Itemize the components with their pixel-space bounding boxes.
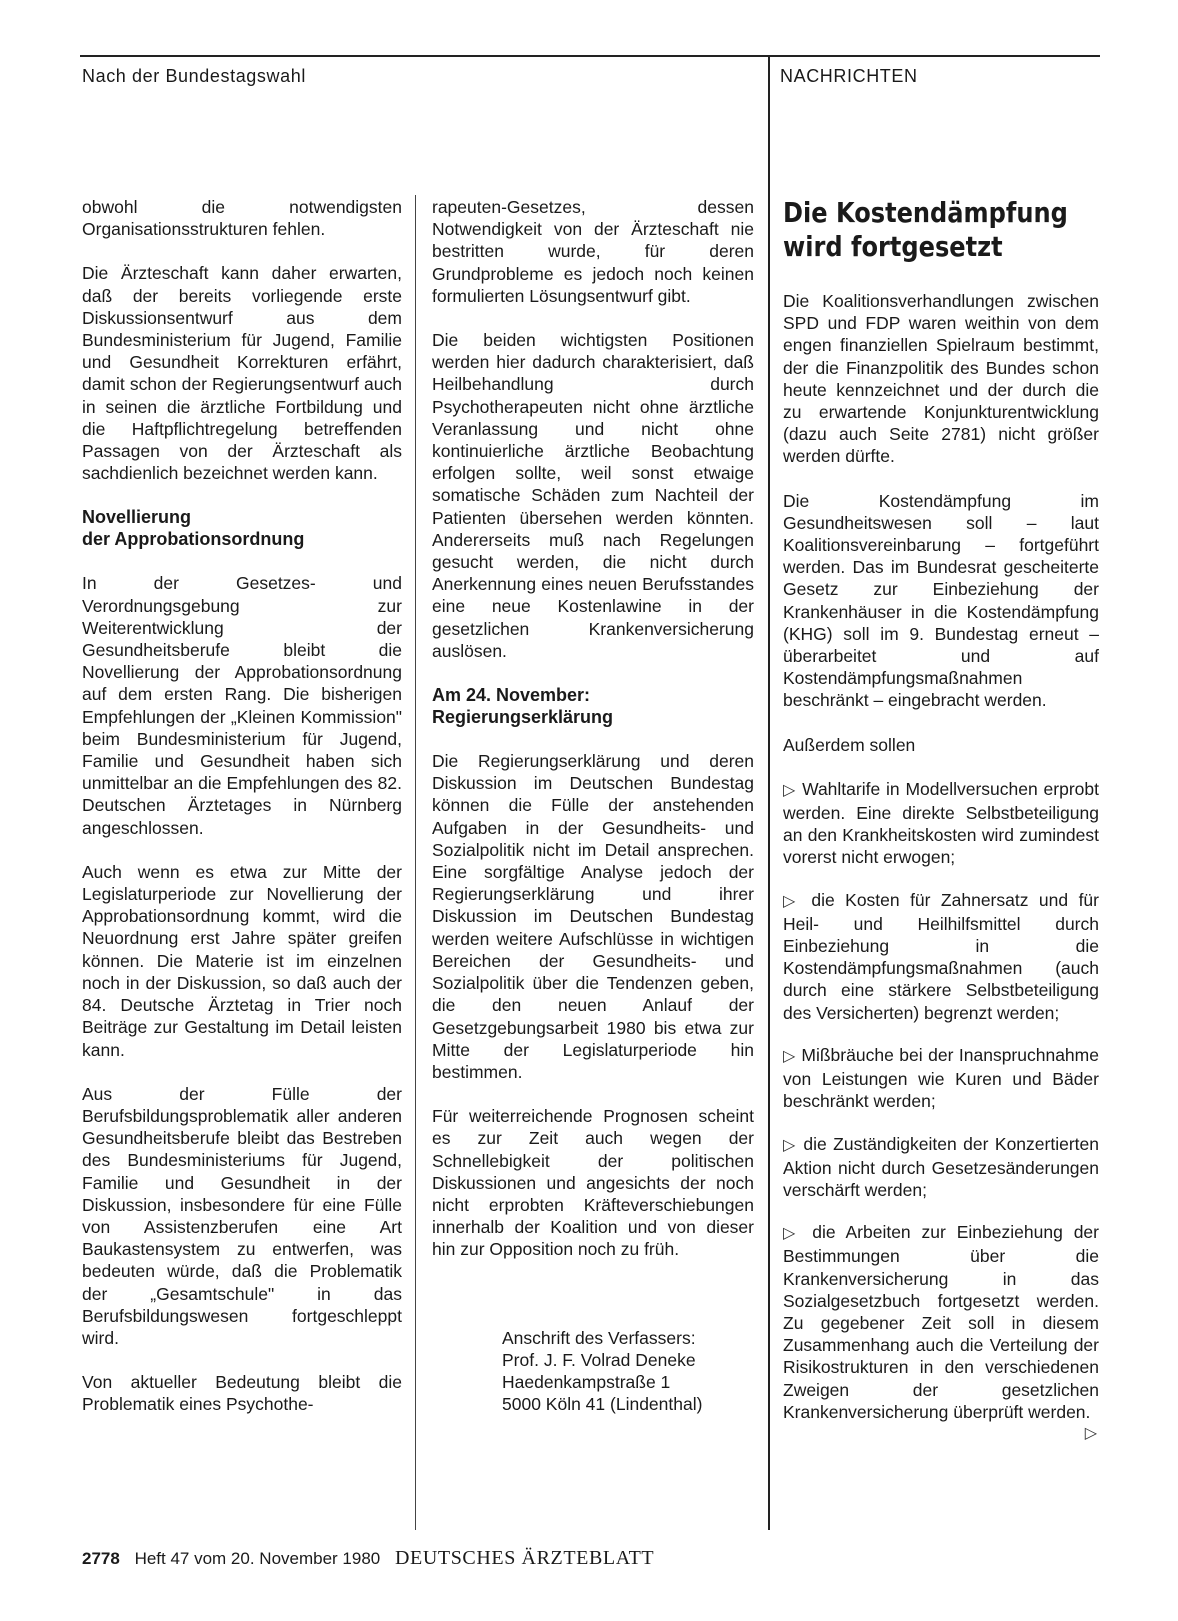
subheading-line: der Approbationsordnung <box>82 529 305 550</box>
title-line: wird fortgesetzt <box>783 230 1003 263</box>
article-title <box>783 196 1093 264</box>
paragraph: obwohl die notwendigsten Organisationsstrukturen fehlen. <box>82 197 402 240</box>
subheading-line: Am 24. November: <box>432 685 591 706</box>
column-2 <box>432 196 754 1415</box>
running-head-left: Nach der Bundestagswahl <box>82 66 306 86</box>
magazine-name: DEUTSCHES ÄRZTEBLATT <box>394 1547 655 1569</box>
section-label: NACHRICHTEN <box>780 66 918 86</box>
column-divider <box>415 195 416 1530</box>
list-item-text: die Zuständigkeiten der Konzertierten Aktion nicht durch Gesetzesänderungen verschärft werden; <box>783 1133 1099 1200</box>
section-divider <box>768 55 770 1530</box>
column-1 <box>82 196 402 1438</box>
page-footer <box>82 1547 654 1570</box>
list-item <box>783 1133 1099 1202</box>
issue-info: Heft 47 vom 20. November 1980 <box>134 1549 381 1568</box>
list-item-text: Wahltarife in Modellversuchen erprobt werden. Eine direkte Selbstbeteiligung an den Krankheitskosten wird zumindest vorerst nicht erwogen; <box>783 778 1099 868</box>
subheading <box>432 684 754 728</box>
triangle-bullet-icon: ▷ <box>783 781 797 799</box>
subheading-line: Novellierung <box>82 507 192 528</box>
list-item-text: die Kosten für Zahnersatz und für Heil- und Heilhilfsmittel durch Einbeziehung in die Kostendämpfungsmaßnahmen (auch durch eine stärkere Selbstbeteiligung des Versicherten) begrenzt werden; <box>783 889 1099 1023</box>
author-address <box>502 1327 754 1416</box>
paragraph: Die Ärzteschaft kann daher erwarten, daß der bereits vorliegende erste Diskussionsentwurf aus dem Bundesministerium für Jugend, Familie und Gesundheit Korrekturen erfährt, damit schon der Regierungsentwurf auch in seinen die ärztliche Fortbildung und die Haftpflichtregelung betreffenden Passagen von der Ärzteschaft als sachdienlich bezeichnet werden kann. <box>82 263 402 484</box>
title-line: Die Kostendämpfung <box>783 196 1068 229</box>
paragraph: Die Koalitionsverhandlungen zwischen SPD und FDP waren weithin von dem engen finanziellen Spielraum bestimmt, der die Finanzpolitik des Bundes schon heute kennzeichnet und der durch die zu erwartende Konjunkturentwicklung (dazu auch Seite 2781) nicht größer werden dürfte. <box>783 291 1099 467</box>
column-3 <box>783 196 1099 1445</box>
address-line: Anschrift des Verfassers: <box>502 1327 696 1348</box>
paragraph: Außerdem sollen <box>783 734 916 755</box>
paragraph: Für weiterreichende Prognosen scheint es zur Zeit auch wegen der Schnellebigkeit der politischen Diskussionen und angesichts der noch nicht erprobten Kräfteverschiebungen innerhalb der Koalition und von dieser hin zur Opposition noch zu früh. <box>432 1106 754 1260</box>
list-item <box>783 889 1099 1024</box>
continuation-arrow-icon: ▷ <box>1084 1424 1097 1442</box>
list-item <box>783 1044 1099 1113</box>
subheading-line: Regierungserklärung <box>432 707 614 728</box>
paragraph: Die Regierungserklärung und deren Diskussion im Deutschen Bundestag können die Fülle der anstehenden Aufgaben in der Gesundheits- und Sozialpolitik nicht im Detail ansprechen. Eine sorgfältige Analyse jedoch der Regierungserklärung und ihrer Diskussion im Deutschen Bundestag werden weitere Aufschlüsse in wichtigen Bereichen der Gesundheits- und Sozialpolitik über die Tendenzen geben, die den neuen Anlauf der Gesetzgebungsarbeit 1980 bis etwa zur Mitte der Legislaturperiode hin bestimmen. <box>432 751 754 1082</box>
page-number: 2778 <box>82 1549 120 1568</box>
subheading <box>82 506 402 550</box>
triangle-bullet-icon: ▷ <box>783 892 801 910</box>
paragraph: In der Gesetzes- und Verordnungsgebung zur Weiterentwicklung der Gesundheitsberufe bleibt die Novellierung der Approbationsordnung auf dem ersten Rang. Die bisherigen Empfehlungen der „Kleinen Kommission" beim Bundesministerium für Jugend, Familie und Gesundheit haben sich unmittelbar an die Empfehlungen des 82. Deutschen Ärztetages in Nürnberg angeschlossen. <box>82 573 402 838</box>
list-item-text: die Arbeiten zur Einbeziehung der Bestimmungen über die Krankenversicherung in das Sozialgesetzbuch fortgesetzt werden. Zu gegebener Zeit soll in diesem Zusammenhang auch die Verteilung der Risikostrukturen in den verschiedenen Zweigen der gesetzlichen Krankenversicherung überprüft werden. <box>783 1222 1099 1422</box>
address-line: Haedenkampstraße 1 <box>502 1371 671 1392</box>
paragraph: Die beiden wichtigsten Positionen werden hier dadurch charakterisiert, daß Heilbehandlung durch Psychotherapeuten nicht ohne ärztliche Veranlassung und nicht ohne kontinuierliche ärztliche Beobachtung erfolgen sollte, weil sonst etwaige somatische Schäden zum Nachteil der Patienten übersehen werden könnten. Andererseits muß nach Regelungen gesucht werden, die nicht durch Anerkennung eines neuen Berufsstandes eine neue Kostenlawine in der gesetzlichen Krankenversicherung auslösen. <box>432 330 754 661</box>
paragraph: rapeuten-Gesetzes, dessen Notwendigkeit von der Ärzteschaft nie bestritten wurde, für deren Grundprobleme es jedoch noch keinen formulierten Lösungsentwurf gibt. <box>432 197 754 306</box>
list-item-text: Mißbräuche bei der Inanspruchnahme von Leistungen wie Kuren und Bäder beschränkt werden; <box>783 1044 1099 1112</box>
address-line: 5000 Köln 41 (Lindenthal) <box>502 1394 703 1415</box>
triangle-bullet-icon: ▷ <box>783 1047 796 1065</box>
paragraph: Aus der Fülle der Berufsbildungsproblematik aller anderen Gesundheitsberufe bleibt das Bestreben des Bundesministeriums für Jugend, Familie und Gesundheit in der Diskussion, insbesondere für eine Fülle von Assistenzberufen eine Art Baukastensystem zu entwerfen, was bedeuten würde, daß die Problematik der „Gesamtschule" in das Berufsbildungswesen fortgeschleppt wird. <box>82 1083 402 1348</box>
header-rule <box>80 55 1100 57</box>
triangle-bullet-icon: ▷ <box>783 1136 797 1154</box>
list-item <box>783 1221 1099 1442</box>
list-item <box>783 778 1099 869</box>
paragraph: Die Kostendämpfung im Gesundheitswesen soll – laut Koalitionsvereinbarung – fortgeführt werden. Das im Bundesrat gescheiterte Gesetz zur Einbeziehung der Krankenhäuser in die Kostendämpfung (KHG) soll im 9. Bundestag erneut – überarbeitet und auf Kostendämpfungsmaßnahmen beschränkt – eingebracht werden. <box>783 490 1099 711</box>
triangle-bullet-icon: ▷ <box>783 1225 802 1243</box>
address-line: Prof. J. F. Volrad Deneke <box>502 1349 696 1370</box>
paragraph: Auch wenn es etwa zur Mitte der Legislaturperiode zur Novellierung der Approbationsordnung kommt, wird die Neuordnung erst Jahre später greifen können. Die Materie ist im einzelnen noch in der Diskussion, so daß auch der 84. Deutsche Ärztetag in Trier noch Beiträge zur Gestaltung im Detail leisten kann. <box>82 861 402 1060</box>
paragraph: Von aktueller Bedeutung bleibt die Problematik eines Psychothe- <box>82 1372 402 1415</box>
